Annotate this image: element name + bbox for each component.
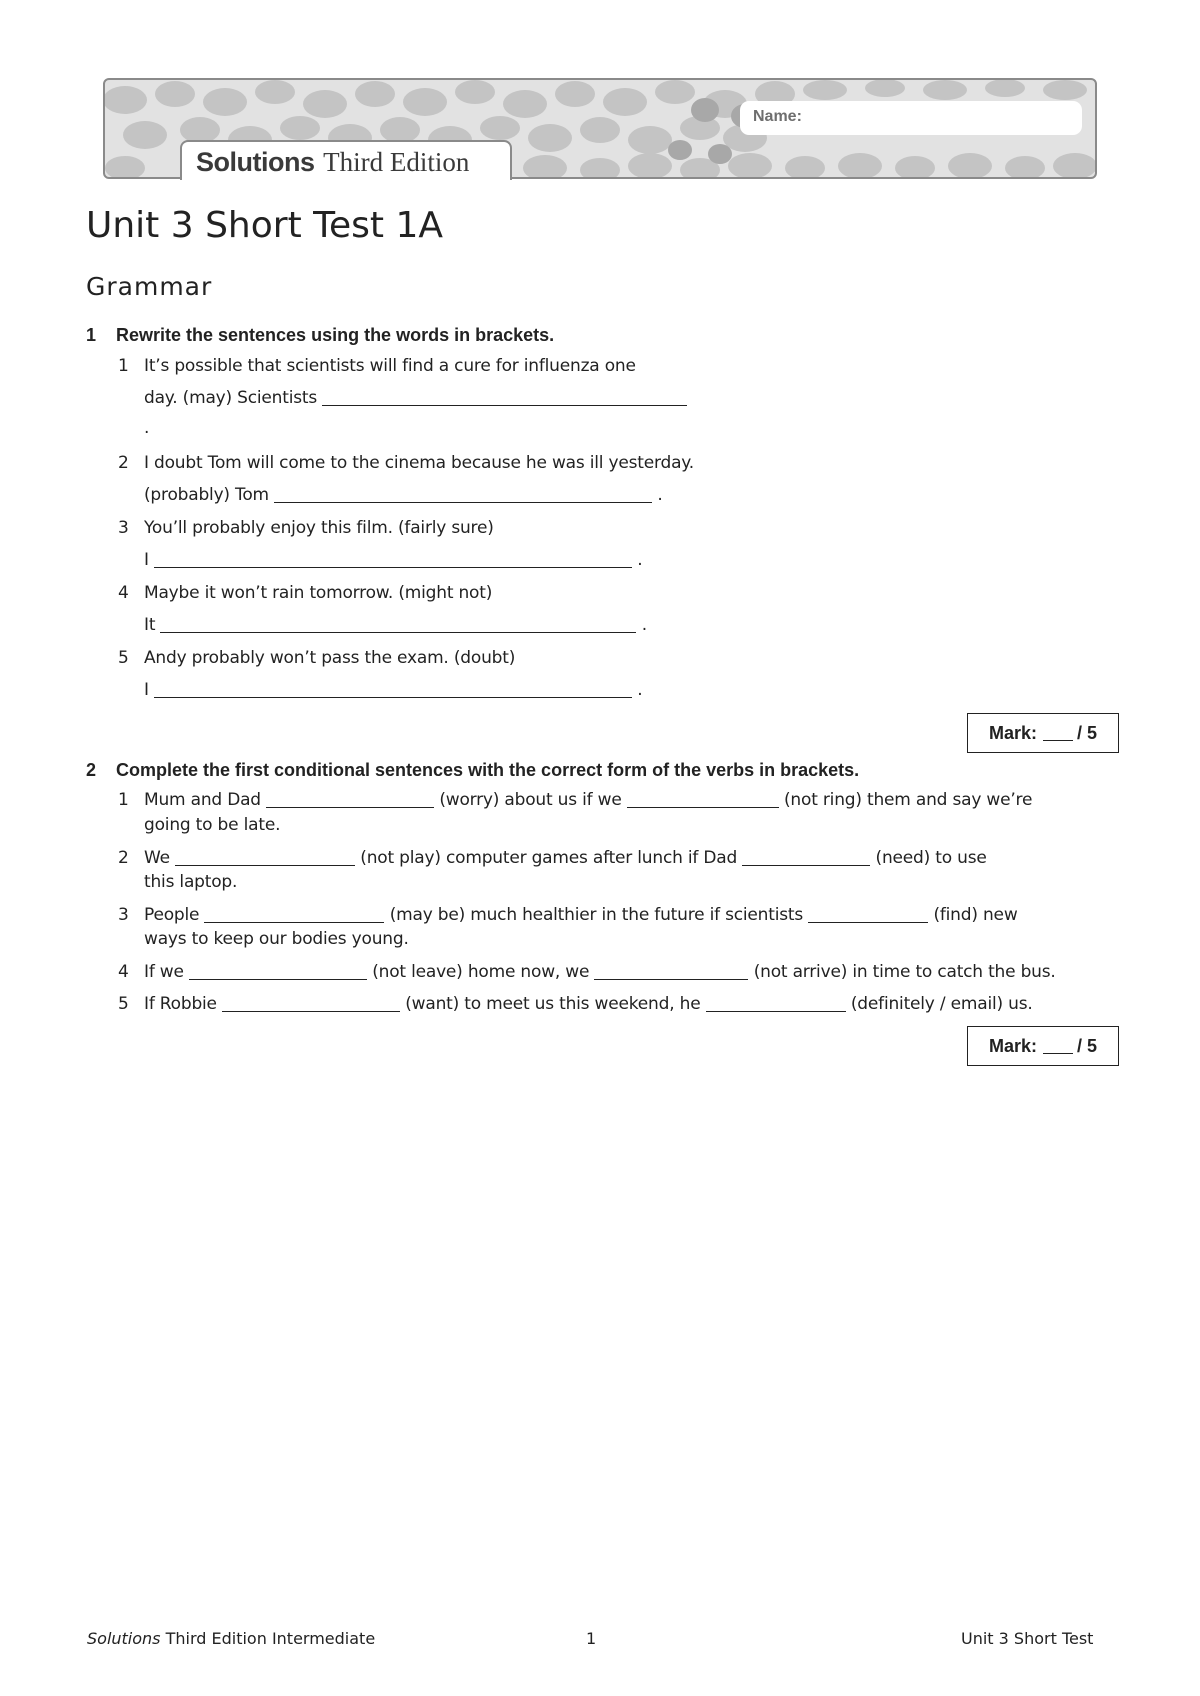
task1-mark-total: / 5 <box>1077 722 1098 743</box>
task2-item1-part-b: (worry) about us if we <box>434 790 627 810</box>
task2-item5-part-c: (definitely / email) us. <box>845 994 1033 1014</box>
task2-item1-blank2[interactable] <box>627 792 779 808</box>
task2-mark-box <box>967 1026 1119 1066</box>
task2-item4-blank2[interactable] <box>594 964 748 980</box>
task1-item4-end: . <box>636 615 647 635</box>
task1-item5-text: Andy probably won’t pass the exam. (doubt) <box>144 648 516 668</box>
task1-item5-number: 5 <box>118 648 129 668</box>
section-heading: Grammar <box>86 272 213 301</box>
task1-item3-number: 3 <box>118 518 129 538</box>
task1-mark-blank[interactable] <box>1043 726 1073 741</box>
task1-number: 1 <box>86 325 97 345</box>
task2-item1-number: 1 <box>118 790 129 810</box>
task2-item3-part-b: (may be) much healthier in the future if scientists <box>384 905 809 925</box>
footer-left <box>87 1629 375 1648</box>
task2-item5-blank2[interactable] <box>706 996 846 1012</box>
task2-item2-part-b: (not play) computer games after lunch if Dad <box>355 848 743 868</box>
task1-item4-blank[interactable] <box>160 617 636 633</box>
task2-item1-part-a: Mum and Dad <box>144 790 267 810</box>
task1-item4-number: 4 <box>118 583 129 603</box>
task1-item5-prompt: I <box>144 680 155 700</box>
task2-item2-part-a: We <box>144 848 176 868</box>
brand-rest: Third Edition <box>323 147 470 177</box>
task1-item2-blank[interactable] <box>274 487 652 503</box>
task1-item2-text: I doubt Tom will come to the cinema because he was ill yesterday. <box>144 453 694 473</box>
task2-item5-part-a: If Robbie <box>144 994 223 1014</box>
task2-mark-total: / 5 <box>1077 1035 1098 1056</box>
page-number: 1 <box>586 1629 597 1648</box>
task1-item5-answer-line <box>144 680 642 700</box>
task2-item3-line2: ways to keep our bodies young. <box>144 929 409 949</box>
task1-item5-blank[interactable] <box>154 682 632 698</box>
task1-item3-prompt: I <box>144 550 155 570</box>
task2-instruction: Complete the first conditional sentences with the correct form of the verbs in brackets. <box>116 760 860 780</box>
task2-item4-part-a: If we <box>144 962 189 982</box>
task1-mark-box <box>967 713 1119 753</box>
task2-item4-blank1[interactable] <box>189 964 367 980</box>
task1-item4-text: Maybe it won’t rain tomorrow. (might not) <box>144 583 493 603</box>
task2-item4-part-c: (not arrive) in time to catch the bus. <box>748 962 1056 982</box>
page-title: Unit 3 Short Test 1A <box>86 205 443 246</box>
footer-brand: Solutions <box>87 1629 161 1648</box>
task2-item3-number: 3 <box>118 905 129 925</box>
task1-instruction: Rewrite the sentences using the words in brackets. <box>116 325 555 345</box>
task2-item3-line1 <box>144 905 1018 925</box>
task2-item4-part-b: (not leave) home now, we <box>366 962 595 982</box>
task1-item3-blank[interactable] <box>154 552 632 568</box>
task1-item1-text: It’s possible that scientists will find a cure for influenza one <box>144 356 636 376</box>
task1-item2-end: . <box>652 485 663 505</box>
task2-item1-line1 <box>144 790 1032 810</box>
task2-mark-blank[interactable] <box>1043 1039 1073 1054</box>
task1-item2-prompt: (probably) Tom <box>144 485 275 505</box>
task2-item3-blank1[interactable] <box>204 907 384 923</box>
task2-item1-blank1[interactable] <box>266 792 434 808</box>
footer-right: Unit 3 Short Test <box>961 1629 1094 1648</box>
name-label: Name: <box>753 108 802 125</box>
task2-item5-number: 5 <box>118 994 129 1014</box>
task2-item3-part-a: People <box>144 905 205 925</box>
task1-item3-answer-line <box>144 550 642 570</box>
task2-item2-blank2[interactable] <box>742 850 870 866</box>
task2-item2-number: 2 <box>118 848 129 868</box>
task2-item5-line1 <box>144 994 1033 1014</box>
footer-edition: Third Edition Intermediate <box>160 1629 376 1648</box>
task1-item5-end: . <box>632 680 643 700</box>
task1-item1-number: 1 <box>118 356 129 376</box>
task2-item1-line2: going to be late. <box>144 815 281 835</box>
task2-mark-label: Mark: <box>988 1035 1037 1056</box>
task2-item3-part-c: (find) new <box>928 905 1018 925</box>
task1-item4-prompt: It <box>144 615 161 635</box>
task1-item1-end: . <box>144 418 150 438</box>
task2-item2-line1 <box>144 848 987 868</box>
task2-item2-line2: this laptop. <box>144 872 238 892</box>
task2-item3-blank2[interactable] <box>808 907 928 923</box>
task2-item4-line1 <box>144 962 1056 982</box>
task2-item4-number: 4 <box>118 962 129 982</box>
task1-item3-text: You’ll probably enjoy this film. (fairly sure) <box>144 518 494 538</box>
task2-item2-blank1[interactable] <box>175 850 355 866</box>
task2-item5-blank1[interactable] <box>222 996 400 1012</box>
task2-item1-part-c: (not ring) them and say we’re <box>778 790 1033 810</box>
task1-item3-end: . <box>632 550 643 570</box>
task1-mark-label: Mark: <box>988 722 1037 743</box>
task1-item2-answer-line <box>144 485 663 505</box>
task2-item5-part-b: (want) to meet us this weekend, he <box>400 994 706 1014</box>
task1-item1-blank[interactable] <box>322 390 687 406</box>
brand-bold: Solutions <box>196 147 315 177</box>
task2-number: 2 <box>86 760 97 780</box>
task2-item2-part-c: (need) to use <box>870 848 987 868</box>
task1-item1-answer-line <box>144 388 687 408</box>
task1-item4-answer-line <box>144 615 647 635</box>
brand-logo <box>196 147 469 178</box>
task1-item2-number: 2 <box>118 453 129 473</box>
task1-item1-prompt: day. (may) Scientists <box>144 388 323 408</box>
